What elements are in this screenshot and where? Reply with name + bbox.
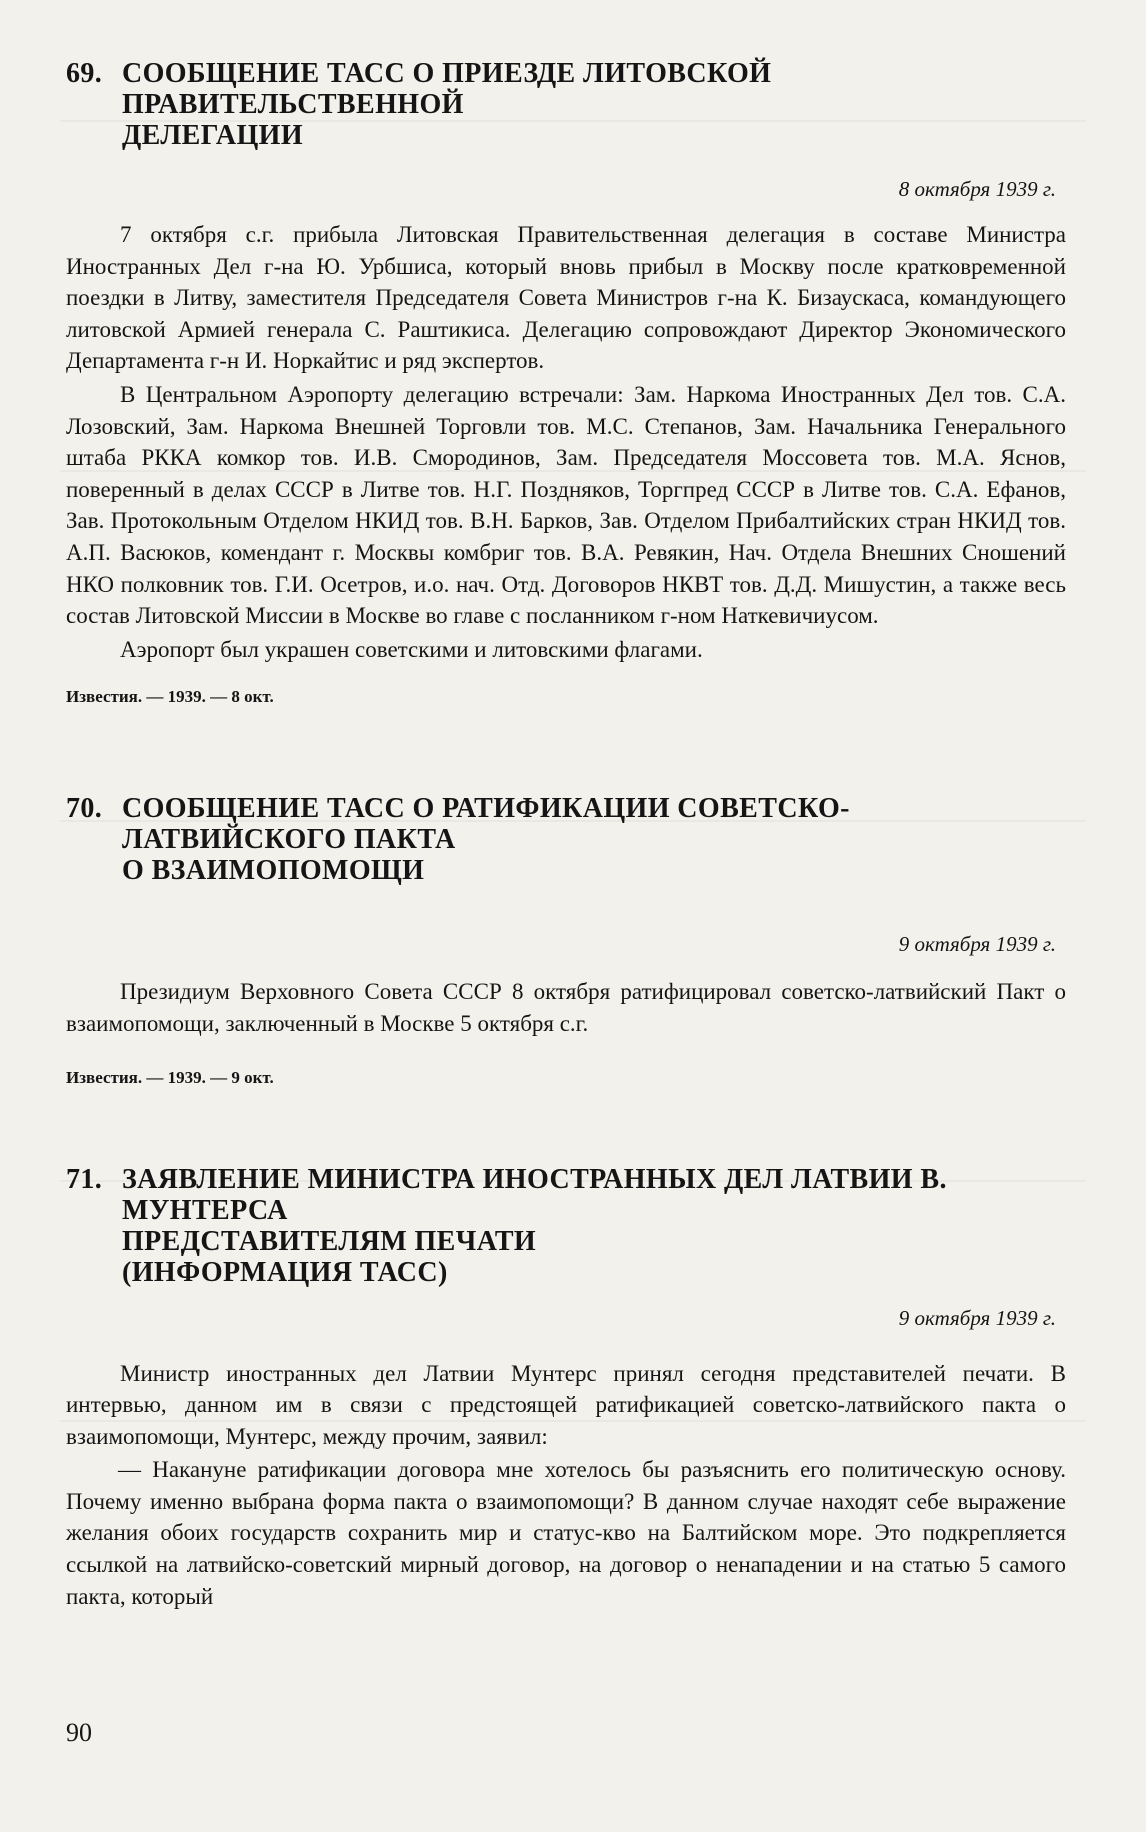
section-date: 9 октября 1939 г.	[898, 932, 1056, 957]
section-date: 9 октября 1939 г.	[898, 1305, 1056, 1330]
section-number: 69.	[66, 58, 103, 89]
page-number: 90	[66, 1718, 92, 1747]
paragraph: Аэропорт был украшен советскими и литовскими флагами.	[120, 636, 703, 662]
paragraph: 7 октября с.г. прибыла Литовская Правительственная делегация в составе Министра Иностранных Дел г-на Ю. Урбшиса, который вновь прибыл в Москву после кратковременной поездки в Литву, заместителя Председателя Совета Министров г-на К. Бизаускаса, командующего литовской Армией генерала С. Раштикиса. Делегацию сопровождают Директор Экономического Департамента г-н И. Норкайтис и ряд экспертов.	[66, 222, 1066, 374]
paragraph: В Центральном Аэропорту делегацию встречали: Зам. Наркома Иностранных Дел тов. С.А. Лозовский, Зам. Наркома Внешней Торговли тов. М.С. Степанов, Зам. Начальника Генерального штаба РККА комкор тов. И.В. Смородинов, Зам. Председателя Моссовета тов. М.А. Яснов, поверенный в делах СССР в Литве тов. Н.Г. Поздняков, Торгпред СССР в Литве тов. С.А. Ефанов, Зав. Протокольным Отделом НКИД тов. В.Н. Барков, Зав. Отделом Прибалтийских стран НКИД тов. А.П. Васюков, комендант г. Москвы комбриг тов. В.А. Ревякин, Нач. Отдела Внешних Сношений НКО полковник тов. Г.И. Осетров, и.о. нач. Отд. Договоров НКВТ тов. Д.Д. Мишустин, а также весь состав Литовской Миссии в Москве во главе с посланником г-ном Наткевичиусом.	[66, 381, 1066, 629]
paragraph: Министр иностранных дел Латвии Мунтерс принял сегодня представителей печати. В интервью, данном им в связи с предстоящей ратификацией советско-латвийского пакта о взаимопомощи, Мунтерс, между прочим, заявил:	[66, 1360, 1066, 1449]
section-title: ЗАЯВЛЕНИЕ МИНИСТРА ИНОСТРАННЫХ ДЕЛ ЛАТВИИ В. МУНТЕРСА ПРЕДСТАВИТЕЛЯМ ПЕЧАТИ (ИНФОРМАЦИЯ ТАСС)	[122, 1163, 947, 1288]
section-71	[66, 1164, 1066, 1613]
paragraph: — Накануне ратификации договора мне хотелось бы разъяснить его политическую основу. Почему именно выбрана форма пакта о взаимопомощи? В данном случае находят себе выражение желания обоих государств сохранить мир и статус-кво на Балтийском море. Это подкрепляется ссылкой на латвийско-советский мирный договор, на договор о ненападении и на статью 5 самого пакта, который	[66, 1457, 1066, 1609]
source-citation: Известия. — 1939. — 8 окт.	[66, 687, 274, 707]
section-heading	[66, 1164, 1066, 1288]
section-title: СООБЩЕНИЕ ТАСС О ПРИЕЗДЕ ЛИТОВСКОЙ ПРАВИТЕЛЬСТВЕННОЙ ДЕЛЕГАЦИИ	[122, 58, 772, 151]
section-70	[66, 793, 1066, 1089]
source-citation: Известия. — 1939. — 9 окт.	[66, 1067, 274, 1087]
section-69	[66, 58, 1066, 709]
section-number: 70.	[66, 793, 103, 825]
section-heading	[66, 793, 1066, 886]
section-heading	[66, 58, 1066, 151]
section-title: СООБЩЕНИЕ ТАСС О РАТИФИКАЦИИ СОВЕТСКО-ЛАТВИЙСКОГО ПАКТА О ВЗАИМОПОМОЩИ	[122, 793, 850, 887]
document-page	[66, 54, 1066, 1612]
section-date: 8 октября 1939 г.	[898, 177, 1056, 201]
section-number: 71.	[66, 1163, 103, 1195]
paragraph: Президиум Верховного Совета СССР 8 октября ратифицировал советско-латвийский Пакт о взаимопомощи, заключенный в Москве 5 октября с.г.	[66, 979, 1066, 1036]
